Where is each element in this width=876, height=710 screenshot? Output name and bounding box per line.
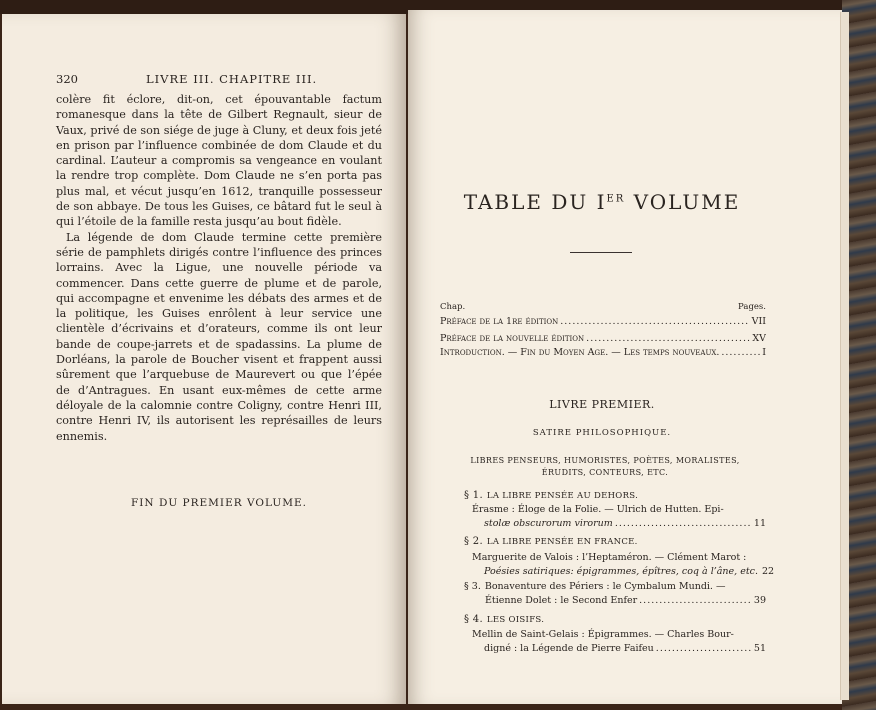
toc-entry: Marguerite de Valois : l’Heptaméron. — Clément Marot : Poésies satiriques: épigrammes, épîtres, coq à l’âne, etc. 22 bbox=[472, 552, 775, 577]
livre-heading: LIVRE PREMIER. bbox=[549, 398, 655, 411]
satire-heading: SATIRE PHILOSOPHIQUE. bbox=[532, 428, 672, 438]
section-heading: § 2. LA LIBRE PENSÉE EN FRANCE. bbox=[464, 536, 638, 547]
chap-label: Chap. bbox=[440, 302, 466, 312]
toc-column-heads bbox=[440, 302, 766, 312]
section-heading: § 1. LA LIBRE PENSÉE AU DEHORS. bbox=[464, 490, 639, 501]
paragraph: La légende de dom Claude termine cette première série de pamphlets dirigés contre l’influence des princes lorrains. Avec la Ligue, une nouvelle période va commencer. Dans cette guerre de plume et de parole, qui accompagne et envenime les débats des armes et de la politique, les Guises enrôlent à leur service une clientèle d’écrivains et d’orateurs, comme ils ont leur bande de coupe-jarrets et de spadassins. La plume de Dorléans, la parole de Boucher visent et frappent aussi sûrement que l’arquebuse de Maurevert ou que l’épée de d’Antragues. En usant eux-mêmes de cette arme déloyale de la calomnie contre Coligny, contre Henri III, contre Henri IV, ils autorisent les représailles de leurs ennemis. bbox=[56, 230, 382, 443]
paragraph: colère fit éclore, dit-on, cet épouvantable factum romanesque dans la tête de Gilbert Regnault, sieur de Vaux, privé de son siége de juge à Cluny, et deux fois jeté en prison par l’influence combinée de dom Claude et du cardinal. L’auteur a compromis sa vengeance en voulant la rendre trop complète. Dom Claude ne s’en porta pas plus mal, et vécut jusqu’en 1612, tranquille possesseur de son abbaye. De tous les Guises, ce bâtard fut le seul à qui l’étoile de la famille resta jusqu’au bout fidèle. bbox=[56, 93, 382, 229]
body-text bbox=[56, 92, 382, 444]
toc-title: TABLE DU IER VOLUME bbox=[463, 190, 741, 214]
page-number: 320 bbox=[56, 72, 78, 86]
toc-entry: Introduction. — Fin du Moyen Age. — Les temps nouveaux. ..... I bbox=[440, 347, 766, 358]
section-heading: § 4. LES OISIFS. bbox=[464, 614, 545, 625]
toc-entry: § 3. Bonaventure des Périers : le Cymbalum Mundi. — Étienne Dolet : le Second Enfer ..... 39 bbox=[464, 580, 766, 608]
toc-entry: Mellin de Saint-Gelais : Épigrammes. — Charles Bour- digné : la Légende de Pierre Faifeu ..... 51 bbox=[472, 628, 766, 656]
running-title: LIVRE III. CHAPITRE III. bbox=[146, 72, 318, 86]
end-of-volume: FIN DU PREMIER VOLUME. bbox=[130, 497, 307, 509]
page-stack-edge bbox=[840, 12, 849, 700]
divider-rule bbox=[570, 252, 632, 253]
toc-entry: Préface de la nouvelle édition ..... XV bbox=[440, 333, 766, 344]
libres-heading: LIBRES PENSEURS, HUMORISTES, POÈTES, MORALISTES, ÉRUDITS, CONTEURS, ETC. bbox=[470, 456, 740, 477]
pages-label: Pages. bbox=[738, 302, 766, 312]
toc-entry: Préface de la 1re édition ..... VII bbox=[440, 316, 766, 327]
toc-entry: Érasme : Éloge de la Folie. — Ulrich de Hutten. Epi- stolæ obscurorum virorum ..... 11 bbox=[472, 503, 766, 531]
